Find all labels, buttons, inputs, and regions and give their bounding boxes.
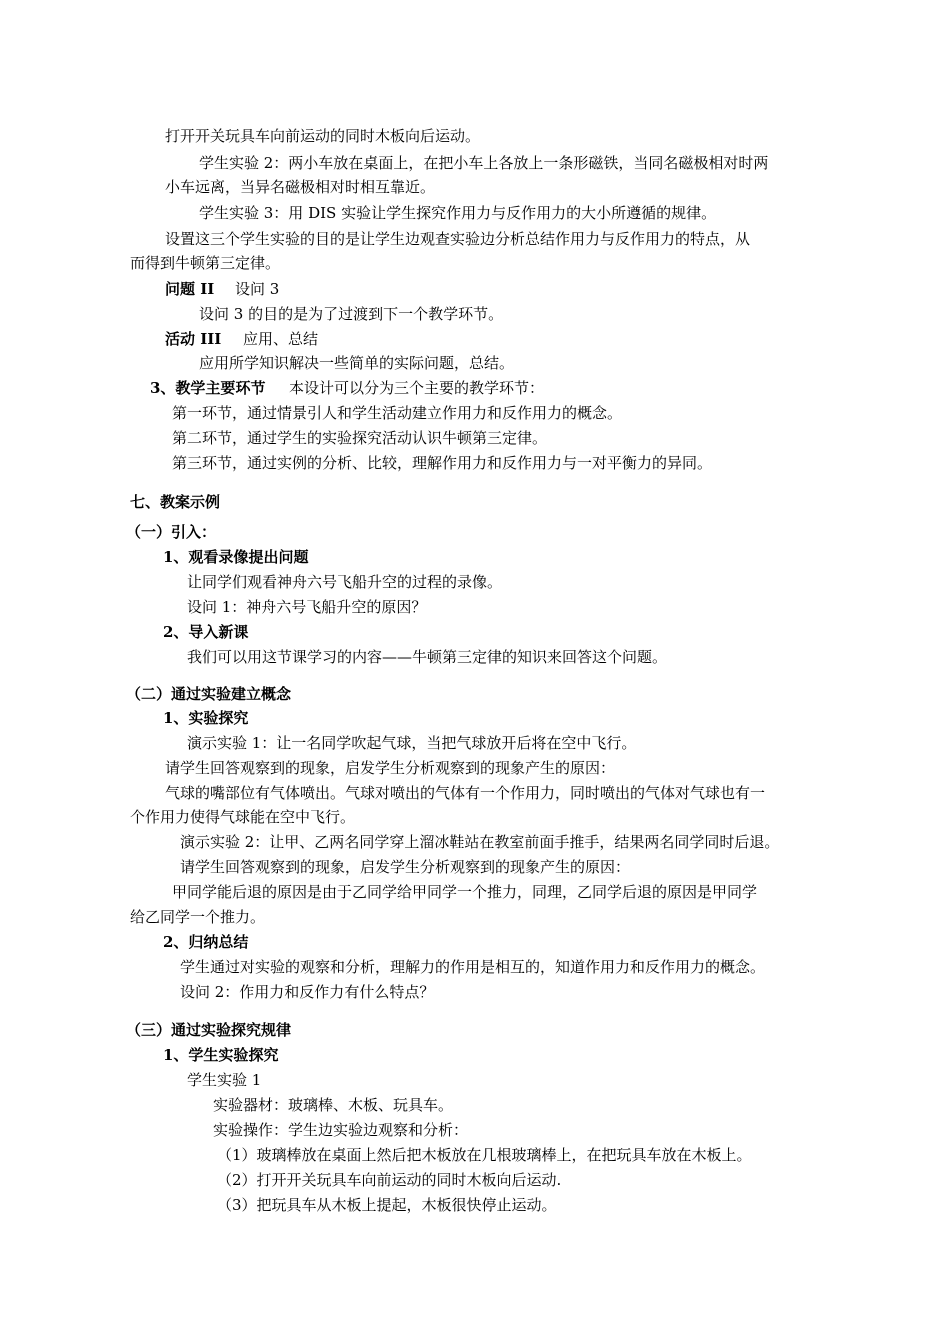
paragraph-line: 给乙同学一个推力。 xyxy=(130,908,266,926)
paragraph-line: 我们可以用这节课学习的内容——牛顿第三定律的知识来回答这个问题。 xyxy=(187,648,668,666)
paragraph-line: 让同学们观看神舟六号飞船升空的过程的录像。 xyxy=(187,573,503,591)
paragraph-line: 第一环节，通过情景引人和学生活动建立作用力和反作用力的概念。 xyxy=(172,404,623,422)
paragraph-line: 设问 1：神舟六号飞船升空的原因？ xyxy=(187,598,427,616)
paragraph-line: 本设计可以分为三个主要的教学环节： xyxy=(289,379,545,397)
section-heading: 3、教学主要环节 xyxy=(150,379,266,397)
section-heading: （一）引入： xyxy=(126,523,217,541)
paragraph-line: 而得到牛顿第三定律。 xyxy=(130,254,281,272)
paragraph-line: 第二环节，通过学生的实验探究活动认识牛顿第三定律。 xyxy=(172,429,548,447)
subsection-heading: 1、学生实验探究 xyxy=(163,1046,279,1064)
paragraph-line: 打开开关玩具车向前运动的同时木板向后运动。 xyxy=(165,127,481,145)
paragraph-line: 请学生回答观察到的现象，启发学生分析观察到的现象产生的原因： xyxy=(180,858,631,876)
paragraph-line: 应用所学知识解决一些简单的实际问题，总结。 xyxy=(199,354,515,372)
paragraph-line: 设问 2：作用力和反作力有什么特点？ xyxy=(180,983,435,1001)
paragraph-line: 气球的嘴部位有气体喷出。气球对喷出的气体有一个作用力，同时喷出的气体对气球也有一 xyxy=(165,784,766,802)
paragraph-line: 个作用力使得气球能在空中飞行。 xyxy=(130,808,356,826)
paragraph-line: 学生实验 1 xyxy=(187,1071,262,1089)
activity-label: 活动 III xyxy=(165,330,222,348)
list-item: （3）把玩具车从木板上提起，木板很快停止运动。 xyxy=(217,1196,557,1214)
paragraph-line: 第三环节，通过实例的分析、比较，理解作用力和反作用力与一对平衡力的异同。 xyxy=(172,454,713,472)
paragraph-line: 演示实验 1：让一名同学吹起气球，当把气球放开后将在空中飞行。 xyxy=(187,734,637,752)
section-heading: （三）通过实验探究规律 xyxy=(126,1021,292,1039)
paragraph-line: 实验操作：学生边实验边观察和分析： xyxy=(213,1121,469,1139)
subsection-heading: 1、实验探究 xyxy=(163,709,249,727)
question-text: 设问 3 xyxy=(235,280,280,298)
paragraph-line: 设问 3 的目的是为了过渡到下一个教学环节。 xyxy=(199,305,504,323)
subsection-heading: 2、归纳总结 xyxy=(163,933,249,951)
paragraph-line: 实验器材：玻璃棒、木板、玩具车。 xyxy=(213,1096,454,1114)
list-item: （1）玻璃棒放在桌面上然后把木板放在几根玻璃棒上，在把玩具车放在木板上。 xyxy=(217,1146,752,1164)
paragraph-line: 演示实验 2：让甲、乙两名同学穿上溜冰鞋站在教室前面手推手，结果两名同学同时后退。 xyxy=(180,833,780,851)
paragraph-line: 学生通过对实验的观察和分析，理解力的作用是相互的，知道作用力和反作用力的概念。 xyxy=(180,958,766,976)
question-label: 问题 II xyxy=(165,280,215,298)
activity-text: 应用、总结 xyxy=(243,330,319,348)
paragraph-line: 学生实验 2：两小车放在桌面上，在把小车上各放上一条形磁铁，当同名磁极相对时两 xyxy=(199,154,769,172)
paragraph-line: 设置这三个学生实验的目的是让学生边观查实验边分析总结作用力与反作用力的特点，从 xyxy=(165,230,751,248)
paragraph-line: 小车远离，当异名磁极相对时相互靠近。 xyxy=(165,178,436,196)
paragraph-line: 请学生回答观察到的现象，启发学生分析观察到的现象产生的原因： xyxy=(165,759,616,777)
paragraph-line: 甲同学能后退的原因是由于乙同学给甲同学一个推力，同理，乙同学后退的原因是甲同学 xyxy=(172,883,758,901)
subsection-heading: 1、观看录像提出问题 xyxy=(163,548,309,566)
chapter-heading: 七、教案示例 xyxy=(130,493,221,511)
list-item: （2）打开开关玩具车向前运动的同时木板向后运动. xyxy=(217,1171,562,1189)
paragraph-line: 学生实验 3：用 DIS 实验让学生探究作用力与反作用力的大小所遵循的规律。 xyxy=(199,204,717,222)
section-heading: （二）通过实验建立概念 xyxy=(126,685,292,703)
subsection-heading: 2、导入新课 xyxy=(163,623,249,641)
